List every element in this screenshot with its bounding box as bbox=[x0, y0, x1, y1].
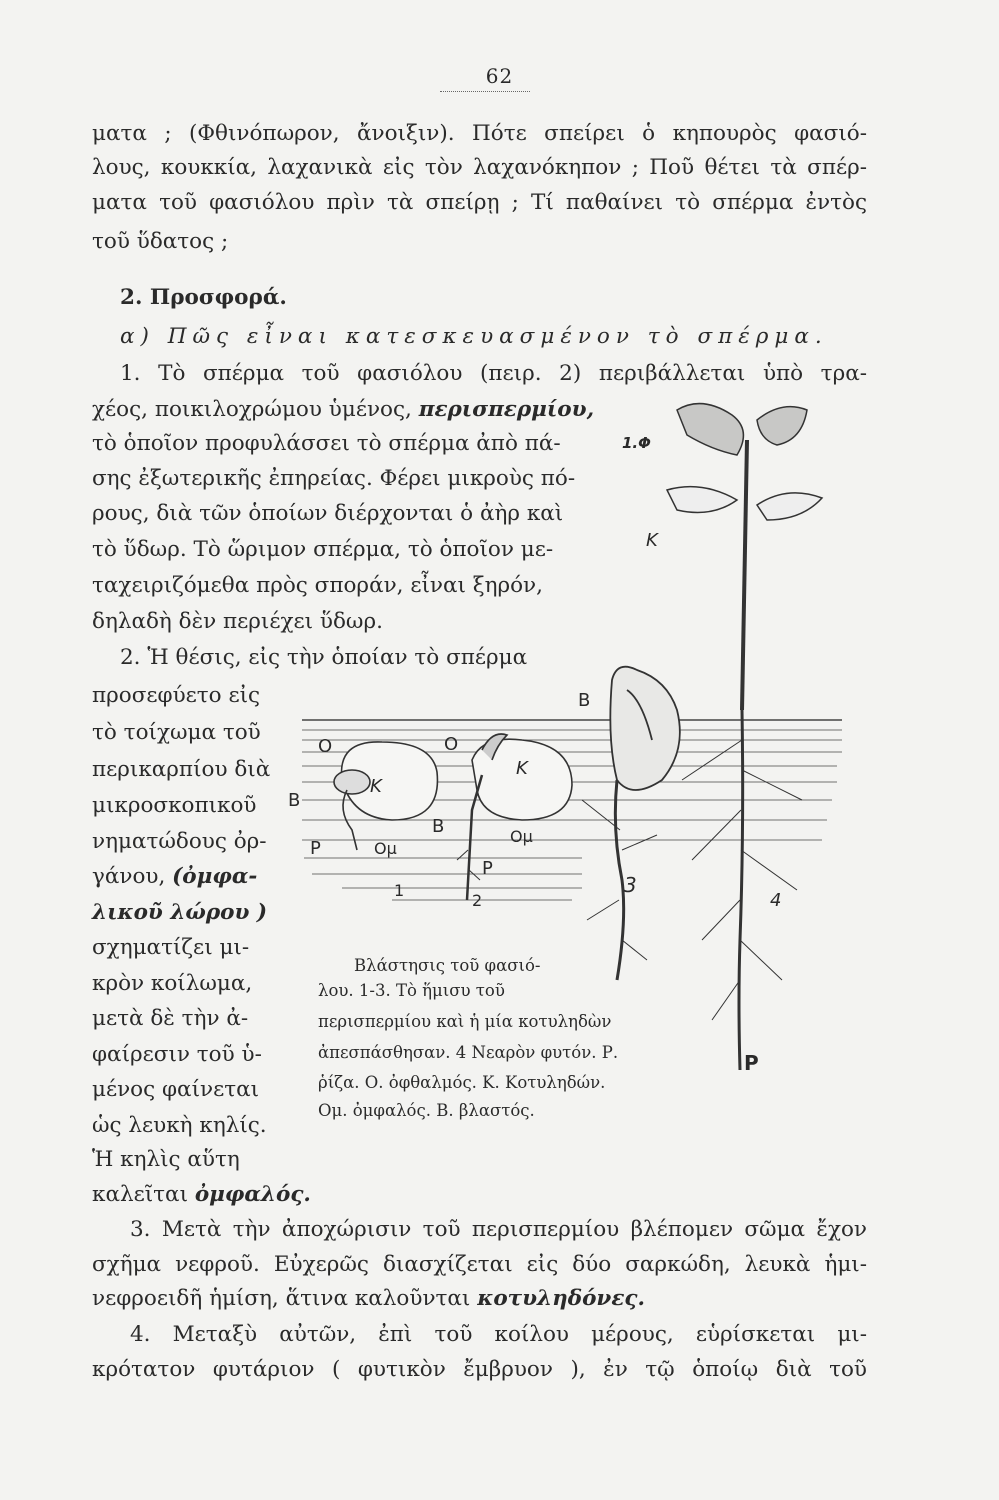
text-run: καλεῖται bbox=[92, 1182, 195, 1207]
page-number: 62 bbox=[485, 64, 514, 88]
text-line: κρότατον φυτάριον ( φυτικὸν ἔμβρυον ), ἐν τῷ ὁποίῳ διὰ τοῦ bbox=[92, 1357, 867, 1382]
label-o1: Ο bbox=[318, 736, 333, 757]
caption-line: Ομ. ὀμφαλός. Β. βλαστός. bbox=[318, 1101, 535, 1120]
text-line: προσεφύετο εἰς bbox=[92, 683, 261, 708]
text-line: 1. Τὸ σπέρμα τοῦ φασιόλου (πειρ. 2) περιβάλλεται ὑπὸ τρα- bbox=[120, 361, 867, 386]
caption-line: λου. 1-3. Τὸ ἥμισυ τοῦ bbox=[318, 981, 505, 1000]
label-n1: 1 bbox=[394, 881, 405, 900]
label-k4: Κ bbox=[646, 530, 658, 551]
label-phi4: 1.Φ bbox=[622, 434, 651, 452]
section-heading: 2. Προσφορά. bbox=[120, 285, 287, 310]
text-line: ταχειριζόμεθα πρὸς σποράν, εἶναι ξηρόν, bbox=[92, 573, 543, 598]
caption-line: Βλάστησις τοῦ φασιό- bbox=[354, 956, 541, 975]
label-p1: Ρ bbox=[310, 838, 321, 859]
term-omfalos: ὀμφαλός. bbox=[194, 1182, 311, 1207]
text-line: μετὰ δὲ τὴν ἀ- bbox=[92, 1006, 249, 1031]
text-line: νηματώδους ὀρ- bbox=[92, 829, 267, 854]
text-line: περικαρπίου διὰ bbox=[92, 757, 271, 782]
term-loros: λικοῦ λώρου ) bbox=[92, 900, 268, 925]
text-line: 4. Μεταξὺ αὐτῶν, ἐπὶ τοῦ κοίλου μέρους, εὑρίσκεται μι- bbox=[130, 1322, 867, 1347]
label-n4: 4 bbox=[770, 890, 782, 911]
label-k2: Κ bbox=[516, 758, 528, 779]
text-line: ὡς λευκὴ κηλίς. bbox=[92, 1113, 267, 1138]
term-kotyledones: κοτυληδόνες. bbox=[477, 1286, 645, 1311]
text-run: χέος, ποικιλοχρώμου ὑμένος, bbox=[92, 397, 419, 422]
label-p4: Ρ bbox=[744, 1051, 759, 1075]
text-run: νεφροειδῆ ἡμίση, ἅτινα καλοῦνται bbox=[92, 1286, 478, 1311]
text-line: σχῆμα νεφροῦ. Εὐχερῶς διασχίζεται εἰς δύο σαρκώδη, λευκὰ ἡμι- bbox=[92, 1252, 867, 1277]
text-line: 2. Ἡ θέσις, εἰς τὴν ὁποίαν τὸ σπέρμα bbox=[120, 645, 528, 670]
page-number-rule bbox=[440, 91, 530, 92]
text-line: ματα ; (Φθινόπωρον, ἄνοιξιν). Πότε σπείρει ὁ κηπουρὸς φασιό- bbox=[92, 121, 867, 146]
text-line: τὸ τοίχωμα τοῦ bbox=[92, 720, 261, 745]
text-line: μικροσκοπικοῦ bbox=[92, 793, 257, 818]
text-line: κρὸν κοίλωμα, bbox=[92, 971, 253, 996]
text-line bbox=[92, 1182, 311, 1208]
text-line: 3. Μετὰ τὴν ἀποχώρισιν τοῦ περισπερμίου βλέπομεν σῶμα ἔχον bbox=[130, 1217, 867, 1242]
text-line: φαίρεσιν τοῦ ὑ- bbox=[92, 1042, 262, 1067]
label-om2: Ομ bbox=[510, 827, 533, 846]
text-line: δηλαδὴ δὲν περιέχει ὕδωρ. bbox=[92, 609, 383, 634]
caption-line: ῥίζα. Ο. ὀφθαλμός. Κ. Κοτυληδών. bbox=[318, 1073, 606, 1092]
label-n2: 2 bbox=[472, 891, 483, 910]
term-perispermio: περισπερμίου, bbox=[418, 397, 595, 422]
text-line: τὸ ὁποῖον προφυλάσσει τὸ σπέρμα ἀπὸ πά- bbox=[92, 431, 561, 456]
text-run: γάνου, bbox=[92, 864, 173, 889]
text-line: τὸ ὕδωρ. Τὸ ὥριμον σπέρμα, τὸ ὁποῖον με- bbox=[92, 537, 554, 562]
label-p2: Ρ bbox=[482, 858, 493, 879]
subheading: α) Πῶς εἶναι κατεσκευασμένον τὸ σπέρμα. bbox=[120, 324, 828, 349]
label-n3: 3 bbox=[624, 873, 637, 897]
label-b1: Β bbox=[288, 790, 301, 811]
caption-line: ἀπεσπάσθησαν. 4 Νεαρὸν φυτόν. Ρ. bbox=[318, 1043, 619, 1062]
term-omfalikos: (ὀμφα- bbox=[172, 864, 258, 889]
label-k1: Κ bbox=[370, 776, 382, 797]
text-line bbox=[92, 1286, 645, 1312]
text-line: ματα τοῦ φασιόλου πρὶν τὰ σπείρῃ ; Τί παθαίνει τὸ σπέρμα ἐντὸς bbox=[92, 190, 867, 215]
text-line: σχηματίζει μι- bbox=[92, 935, 250, 960]
label-b2: Β bbox=[432, 816, 445, 837]
text-line: Ἡ κηλὶς αὕτη bbox=[92, 1147, 240, 1172]
label-om1: Ομ bbox=[374, 839, 397, 858]
text-line: μένος φαίνεται bbox=[92, 1077, 260, 1102]
caption-line: περισπερμίου καὶ ἡ μία κοτυληδὼν bbox=[318, 1012, 612, 1031]
text-line: τοῦ ὕδατος ; bbox=[92, 229, 229, 254]
label-o2: Ο bbox=[444, 734, 459, 755]
text-line: λους, κουκκία, λαχανικὰ εἰς τὸν λαχανόκηπον ; Ποῦ θέτει τὰ σπέρ- bbox=[92, 155, 867, 180]
text-line bbox=[92, 864, 257, 890]
text-line: ρους, διὰ τῶν ὁποίων διέρχονται ὁ ἀὴρ καὶ bbox=[92, 501, 564, 526]
label-b3: Β bbox=[578, 690, 591, 711]
text-line: σης ἐξωτερικῆς ἐπηρείας. Φέρει μικροὺς πό- bbox=[92, 466, 576, 491]
